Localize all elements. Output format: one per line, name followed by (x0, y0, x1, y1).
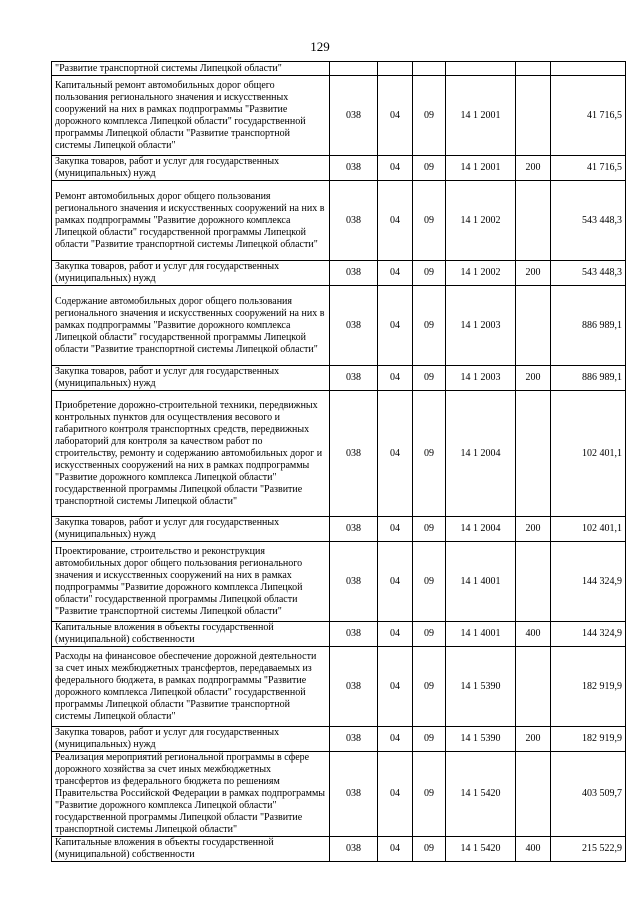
expense-name-cell: Закупка товаров, работ и услуг для государственных (муниципальных) нужд (52, 156, 330, 181)
table-row (52, 62, 626, 76)
admin-code-cell: 038 (330, 261, 378, 286)
expense-type-cell: 200 (516, 366, 551, 391)
admin-code-cell: 038 (330, 727, 378, 752)
target-article-cell: 14 1 2004 (446, 517, 516, 542)
target-article-cell: 14 1 2003 (446, 366, 516, 391)
subsection-code-cell: 09 (413, 727, 446, 752)
section-code-cell: 04 (378, 261, 413, 286)
table-row (52, 76, 626, 156)
amount-cell: 102 401,1 (551, 391, 626, 517)
expense-name-cell: Закупка товаров, работ и услуг для государственных (муниципальных) нужд (52, 727, 330, 752)
expense-name-cell: Закупка товаров, работ и услуг для государственных (муниципальных) нужд (52, 517, 330, 542)
admin-code-cell: 038 (330, 366, 378, 391)
table-row (52, 261, 626, 286)
table-row (52, 837, 626, 862)
subsection-code-cell: 09 (413, 752, 446, 837)
amount-cell: 182 919,9 (551, 647, 626, 727)
section-code-cell: 04 (378, 542, 413, 622)
section-code-cell: 04 (378, 647, 413, 727)
target-article-cell: 14 1 4001 (446, 622, 516, 647)
admin-code-cell: 038 (330, 517, 378, 542)
expense-type-cell (516, 181, 551, 261)
expense-name-cell: Ремонт автомобильных дорог общего пользования регионального значения и искусственных сооружений на них в рамках подпрограммы "Развитие дорожного комплекса Липецкой области" государственной программы Липецкой области "Развитие транспортной системы Липецкой области" (52, 181, 330, 261)
subsection-code-cell: 09 (413, 517, 446, 542)
subsection-code-cell: 09 (413, 647, 446, 727)
table-row (52, 727, 626, 752)
target-article-cell: 14 1 2004 (446, 391, 516, 517)
subsection-code-cell: 09 (413, 366, 446, 391)
expense-name-cell: Проектирование, строительство и реконструкция автомобильных дорог общего пользования регионального значения и искусственных сооружений на них в рамках подпрограммы "Развитие дорожного комплекса Липецкой области" государственной программы Липецкой области "Развитие транспортной системы Липецкой области" (52, 542, 330, 622)
expense-type-cell (516, 647, 551, 727)
expense-type-cell (516, 542, 551, 622)
table-row (52, 622, 626, 647)
target-article-cell: 14 1 2002 (446, 181, 516, 261)
expense-name-cell: "Развитие транспортной системы Липецкой области" (52, 62, 330, 76)
table-row (52, 647, 626, 727)
expense-type-cell: 200 (516, 517, 551, 542)
admin-code-cell: 038 (330, 752, 378, 837)
expense-type-cell (516, 391, 551, 517)
amount-cell (551, 62, 626, 76)
expense-type-cell: 200 (516, 727, 551, 752)
section-code-cell: 04 (378, 727, 413, 752)
target-article-cell: 14 1 2003 (446, 286, 516, 366)
table-row (52, 366, 626, 391)
subsection-code-cell: 09 (413, 622, 446, 647)
target-article-cell: 14 1 2002 (446, 261, 516, 286)
subsection-code-cell: 09 (413, 837, 446, 862)
expense-type-cell (516, 752, 551, 837)
amount-cell: 41 716,5 (551, 76, 626, 156)
amount-cell: 41 716,5 (551, 156, 626, 181)
section-code-cell: 04 (378, 622, 413, 647)
expense-name-cell: Расходы на финансовое обеспечение дорожной деятельности за счет иных межбюджетных трансфертов, передаваемых из федерального бюджета, в рамках подпрограммы "Развитие дорожного комплекса Липецкой области" государственной программы Липецкой области "Развитие транспортной системы Липецкой области" (52, 647, 330, 727)
amount-cell: 144 324,9 (551, 542, 626, 622)
section-code-cell: 04 (378, 517, 413, 542)
admin-code-cell: 038 (330, 647, 378, 727)
admin-code-cell: 038 (330, 181, 378, 261)
admin-code-cell: 038 (330, 622, 378, 647)
expense-name-cell: Капитальные вложения в объекты государственной (муниципальной) собственности (52, 622, 330, 647)
expense-type-cell: 200 (516, 261, 551, 286)
admin-code-cell: 038 (330, 837, 378, 862)
section-code-cell: 04 (378, 391, 413, 517)
target-article-cell: 14 1 2001 (446, 156, 516, 181)
subsection-code-cell: 09 (413, 181, 446, 261)
expense-name-cell: Капитальные вложения в объекты государственной (муниципальной) собственности (52, 837, 330, 862)
amount-cell: 543 448,3 (551, 261, 626, 286)
section-code-cell: 04 (378, 76, 413, 156)
section-code-cell: 04 (378, 286, 413, 366)
expense-type-cell: 400 (516, 837, 551, 862)
amount-cell: 182 919,9 (551, 727, 626, 752)
table-row (52, 286, 626, 366)
page-number: 129 (310, 39, 330, 54)
subsection-code-cell: 09 (413, 391, 446, 517)
expense-name-cell: Капитальный ремонт автомобильных дорог общего пользования регионального значения и искусственных сооружений на них в рамках подпрограммы "Развитие дорожного комплекса Липецкой области" государственной программы Липецкой области "Развитие транспортной системы Липецкой области" (52, 76, 330, 156)
admin-code-cell: 038 (330, 156, 378, 181)
section-code-cell: 04 (378, 156, 413, 181)
target-article-cell: 14 1 4001 (446, 542, 516, 622)
expense-type-cell: 200 (516, 156, 551, 181)
budget-table-body (52, 62, 626, 862)
expense-type-cell (516, 62, 551, 76)
subsection-code-cell: 09 (413, 76, 446, 156)
subsection-code-cell: 09 (413, 542, 446, 622)
expense-name-cell: Закупка товаров, работ и услуг для государственных (муниципальных) нужд (52, 261, 330, 286)
subsection-code-cell (413, 62, 446, 76)
table-row (52, 542, 626, 622)
amount-cell: 144 324,9 (551, 622, 626, 647)
target-article-cell (446, 62, 516, 76)
amount-cell: 215 522,9 (551, 837, 626, 862)
subsection-code-cell: 09 (413, 286, 446, 366)
section-code-cell (378, 62, 413, 76)
table-row (52, 517, 626, 542)
expense-type-cell (516, 76, 551, 156)
expense-name-cell: Содержание автомобильных дорог общего пользования регионального значения и искусственных сооружений на них в рамках подпрограммы "Развитие дорожного комплекса Липецкой области" государственной программы Липецкой области "Развитие транспортной системы Липецкой области" (52, 286, 330, 366)
amount-cell: 102 401,1 (551, 517, 626, 542)
table-row (52, 752, 626, 837)
target-article-cell: 14 1 5390 (446, 647, 516, 727)
admin-code-cell: 038 (330, 76, 378, 156)
target-article-cell: 14 1 5420 (446, 752, 516, 837)
table-row (52, 156, 626, 181)
amount-cell: 403 509,7 (551, 752, 626, 837)
amount-cell: 886 989,1 (551, 366, 626, 391)
section-code-cell: 04 (378, 837, 413, 862)
expense-name-cell: Закупка товаров, работ и услуг для государственных (муниципальных) нужд (52, 366, 330, 391)
admin-code-cell: 038 (330, 391, 378, 517)
amount-cell: 543 448,3 (551, 181, 626, 261)
section-code-cell: 04 (378, 366, 413, 391)
section-code-cell: 04 (378, 181, 413, 261)
subsection-code-cell: 09 (413, 261, 446, 286)
target-article-cell: 14 1 2001 (446, 76, 516, 156)
subsection-code-cell: 09 (413, 156, 446, 181)
admin-code-cell: 038 (330, 286, 378, 366)
target-article-cell: 14 1 5390 (446, 727, 516, 752)
expense-type-cell: 400 (516, 622, 551, 647)
amount-cell: 886 989,1 (551, 286, 626, 366)
budget-table (51, 61, 626, 862)
expense-name-cell: Приобретение дорожно-строительной техники, передвижных контрольных пунктов для осуществления весового и габаритного контроля транспортных средств, передвижных лабораторий для контроля за качеством работ по строительству, ремонту и содержанию автомобильных дорог и искусственных сооружений на них в рамках подпрограммы "Развитие дорожного комплекса Липецкой области" государственной программы Липецкой области "Развитие транспортной системы Липецкой области" (52, 391, 330, 517)
table-row (52, 391, 626, 517)
admin-code-cell (330, 62, 378, 76)
admin-code-cell: 038 (330, 542, 378, 622)
section-code-cell: 04 (378, 752, 413, 837)
expense-type-cell (516, 286, 551, 366)
expense-name-cell: Реализация мероприятий региональной программы в сфере дорожного хозяйства за счет иных межбюджетных трансфертов из федерального бюджета по решениям Правительства Российской Федерации в рамках подпрограммы "Развитие дорожного комплекса Липецкой области" государственной программы Липецкой области "Развитие транспортной системы Липецкой области" (52, 752, 330, 837)
target-article-cell: 14 1 5420 (446, 837, 516, 862)
table-row (52, 181, 626, 261)
